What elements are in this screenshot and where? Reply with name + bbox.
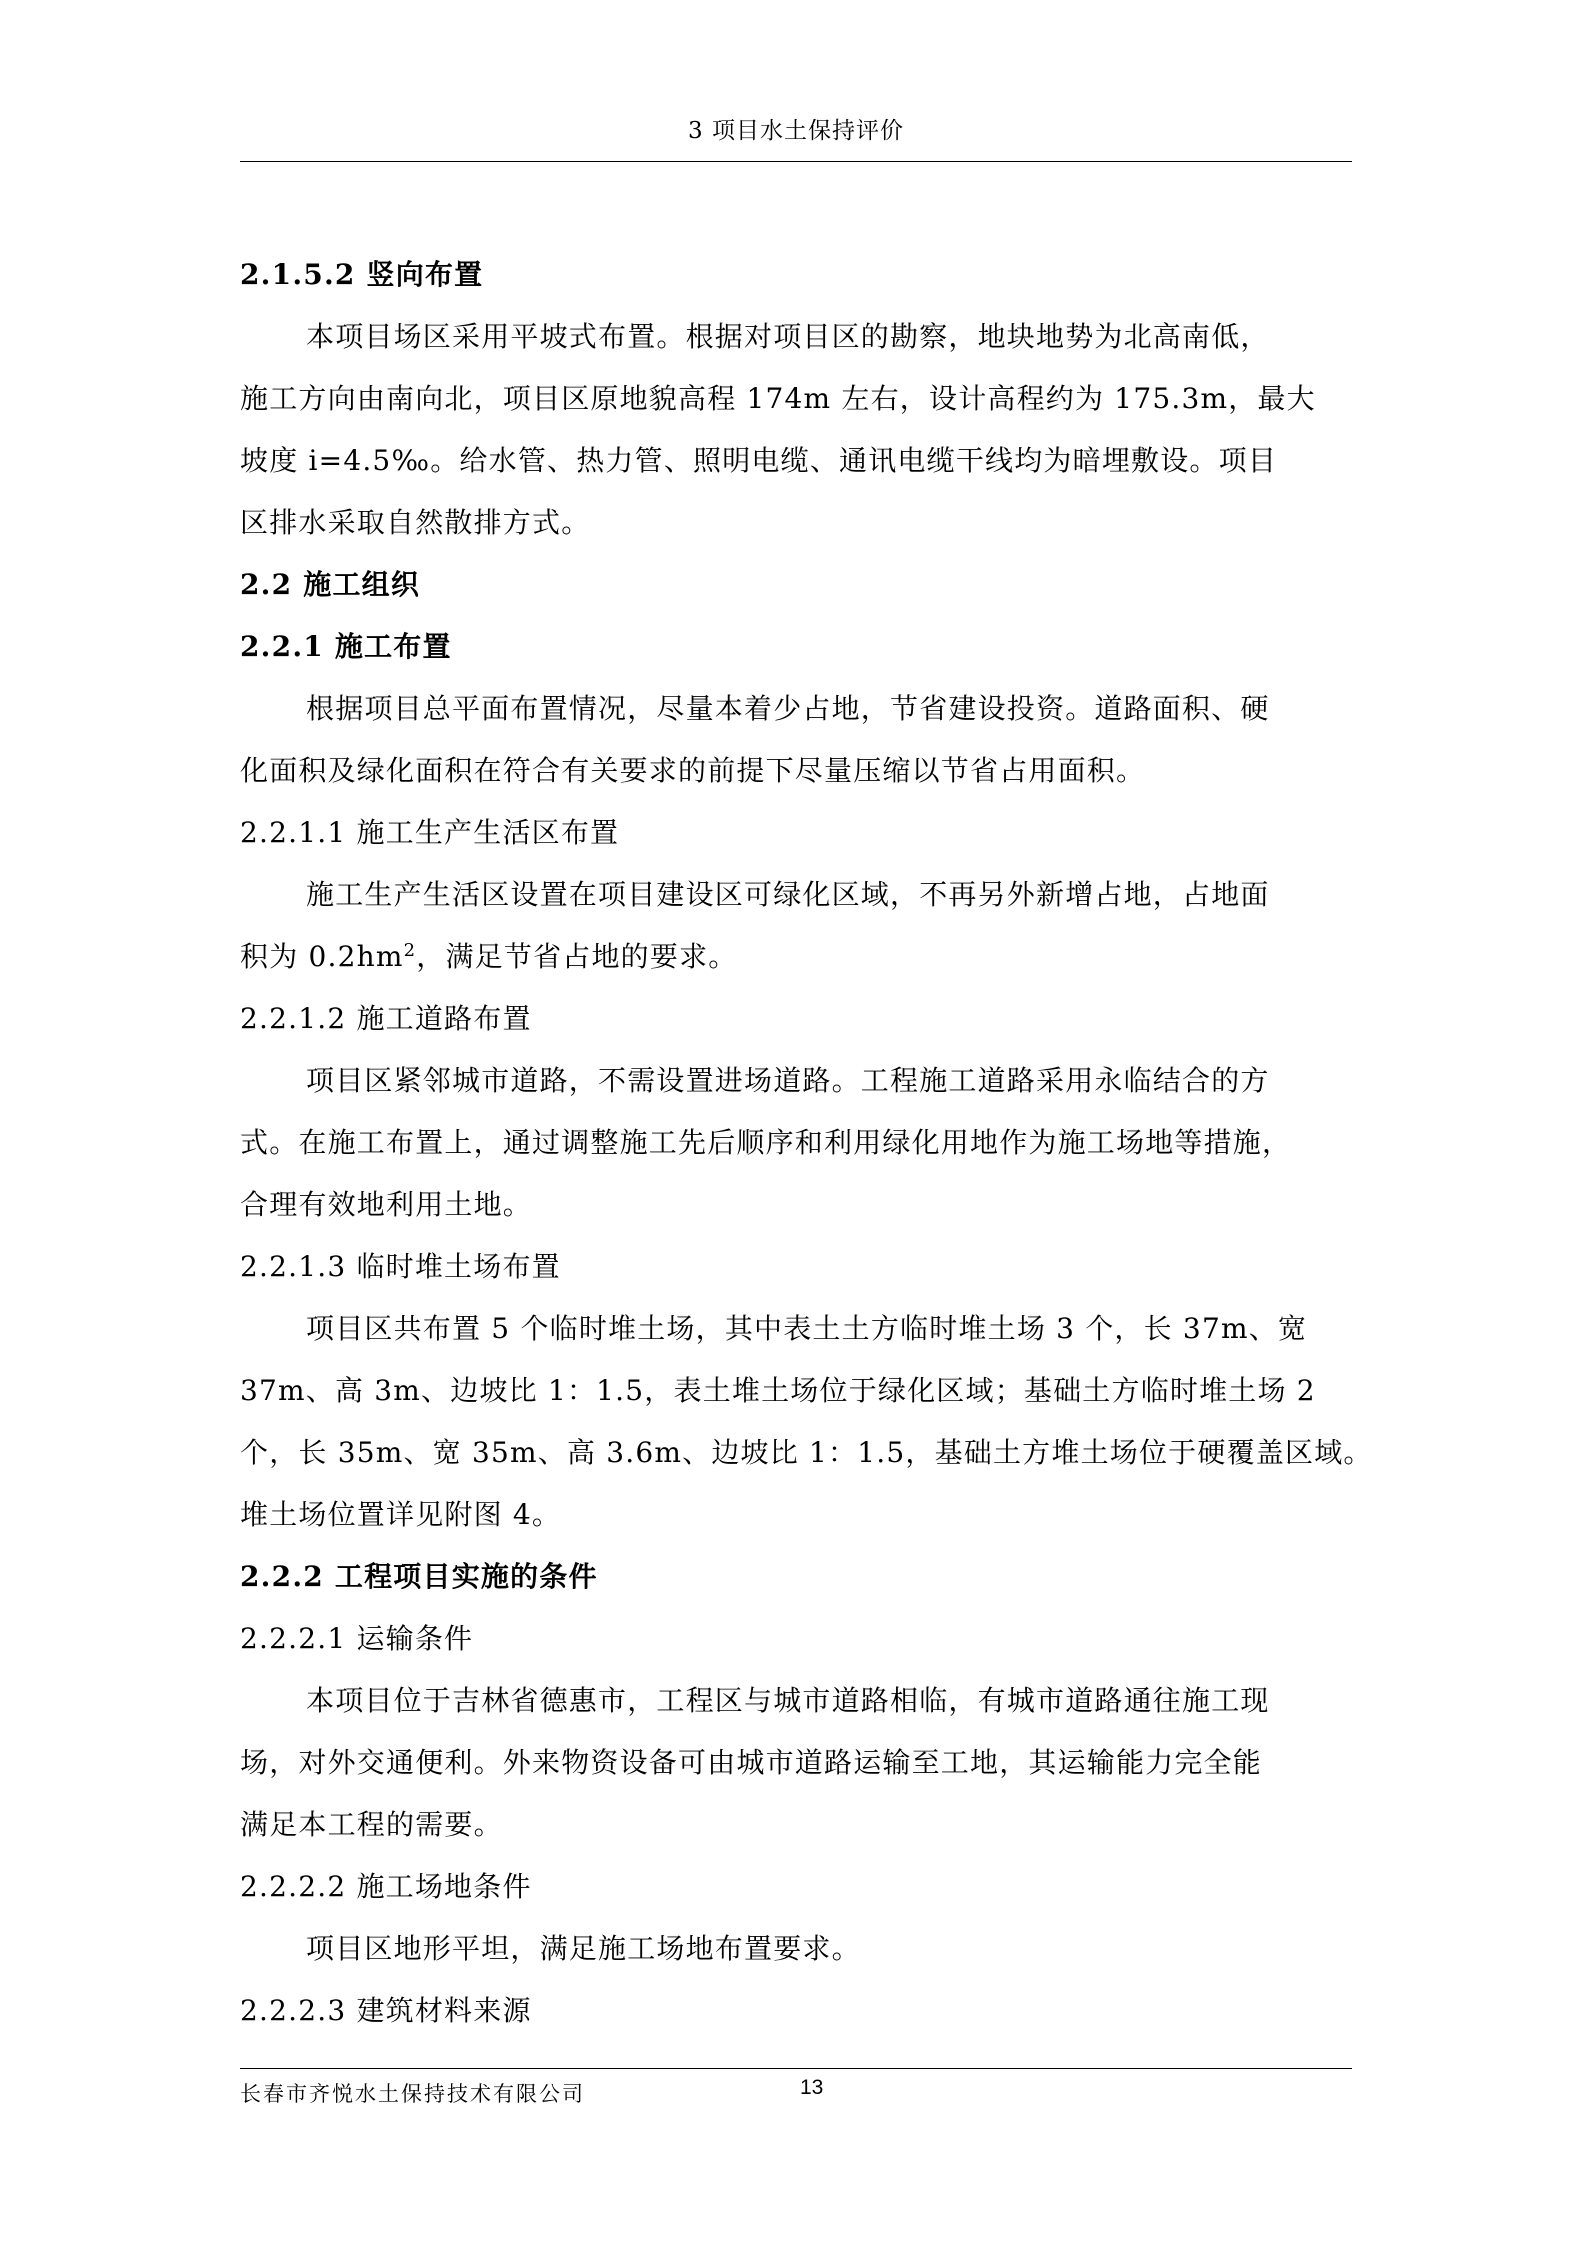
line-text: 化面积及绿化面积在符合有关要求的前提下尽量压缩以节省占用面积。	[240, 754, 1146, 787]
line-text: 式。在施工布置上，通过调整施工先后顺序和利用绿化用地作为施工场地等措施，	[240, 1126, 1292, 1159]
line-text: 2.2.1.2 施工道路布置	[240, 1002, 532, 1035]
section-heading	[240, 554, 1358, 616]
document-body	[240, 244, 1373, 2042]
footer-company: 长春市齐悦水土保持技术有限公司	[240, 2082, 585, 2106]
text-line	[240, 1670, 1358, 1732]
line-text: 2.2.1.1 施工生产生活区布置	[240, 816, 620, 849]
section-heading	[240, 1546, 1358, 1608]
line-text: 项目区共布置 5 个临时堆土场，其中表土土方临时堆土场 3 个，长 37m、宽	[306, 1312, 1308, 1345]
line-text: 2.2.2.3 建筑材料来源	[240, 1994, 532, 2027]
text-line	[240, 1608, 1358, 1670]
page-number: 13	[800, 2076, 824, 2099]
superscript: 2	[403, 940, 417, 961]
line-text: 场，对外交通便利。外来物资设备可由城市道路运输至工地，其运输能力完全能	[240, 1746, 1263, 1779]
line-text: 37m、高 3m、边坡比 1：1.5，表土堆土场位于绿化区域；基础土方临时堆土场 2	[240, 1374, 1316, 1407]
text-line	[240, 1360, 1358, 1422]
line-text: 2.2.2 工程项目实施的条件	[240, 1560, 598, 1593]
line-text: 项目区地形平坦，满足施工场地布置要求。	[306, 1932, 861, 1965]
section-heading	[240, 244, 1358, 306]
text-line	[240, 1918, 1358, 1980]
line-text: 2.2.1 施工布置	[240, 630, 452, 663]
section-heading	[240, 616, 1358, 678]
line-text: 施工方向由南向北，项目区原地貌高程 174m 左右，设计高程约为 175.3m，最大	[240, 382, 1316, 415]
text-line	[240, 368, 1358, 430]
line-text: 本项目场区采用平坡式布置。根据对项目区的勘察，地块地势为北高南低，	[306, 320, 1270, 353]
text-line	[240, 1484, 1358, 1546]
line-text: 2.2.2.1 运输条件	[240, 1622, 474, 1655]
text-line	[240, 678, 1358, 740]
line-text: 区排水采取自然散排方式。	[240, 506, 591, 539]
text-line	[240, 1856, 1358, 1918]
text-line	[240, 1112, 1358, 1174]
text-line	[240, 1794, 1358, 1856]
line-text: 项目区紧邻城市道路，不需设置进场道路。工程施工道路采用永临结合的方	[306, 1064, 1270, 1097]
text-line	[240, 1732, 1358, 1794]
running-header: 3 项目水土保持评价	[688, 118, 904, 144]
text-line	[240, 926, 1358, 988]
text-line	[240, 492, 1358, 554]
line-text: 个，长 35m、宽 35m、高 3.6m、边坡比 1：1.5，基础土方堆土场位于硬覆盖区域。	[240, 1436, 1373, 1469]
text-line	[240, 864, 1358, 926]
line-text: 堆土场位置详见附图 4。	[240, 1498, 562, 1531]
line-text: 2.2 施工组织	[240, 568, 421, 601]
line-text: 施工生产生活区设置在项目建设区可绿化区域，不再另外新增占地，占地面	[306, 878, 1270, 911]
text-line	[240, 1422, 1373, 1484]
text-line	[240, 306, 1358, 368]
line-text: 本项目位于吉林省德惠市，工程区与城市道路相临，有城市道路通往施工现	[306, 1684, 1270, 1717]
footer-divider	[240, 2068, 1352, 2069]
line-text: 满足本工程的需要。	[240, 1808, 503, 1841]
text-line	[240, 1050, 1358, 1112]
line-text: 2.2.2.2 施工场地条件	[240, 1870, 532, 1903]
header-divider	[240, 161, 1352, 162]
text-line	[240, 988, 1358, 1050]
text-line	[240, 430, 1358, 492]
text-line	[240, 1236, 1358, 1298]
line-text: 坡度 i=4.5‰。给水管、热力管、照明电缆、通讯电缆干线均为暗埋敷设。项目	[240, 444, 1278, 477]
line-text-continued: ，满足节省占地的要求。	[416, 940, 738, 973]
text-line	[240, 1298, 1358, 1360]
text-line	[240, 1980, 1358, 2042]
line-text: 合理有效地利用土地。	[240, 1188, 533, 1221]
line-text: 积为 0.2hm	[240, 940, 404, 973]
text-line	[240, 740, 1358, 802]
text-line	[240, 1174, 1358, 1236]
line-text: 2.2.1.3 临时堆土场布置	[240, 1250, 561, 1283]
line-text: 2.1.5.2 竖向布置	[240, 258, 484, 291]
text-line	[240, 802, 1358, 864]
line-text: 根据项目总平面布置情况，尽量本着少占地，节省建设投资。道路面积、硬	[306, 692, 1270, 725]
